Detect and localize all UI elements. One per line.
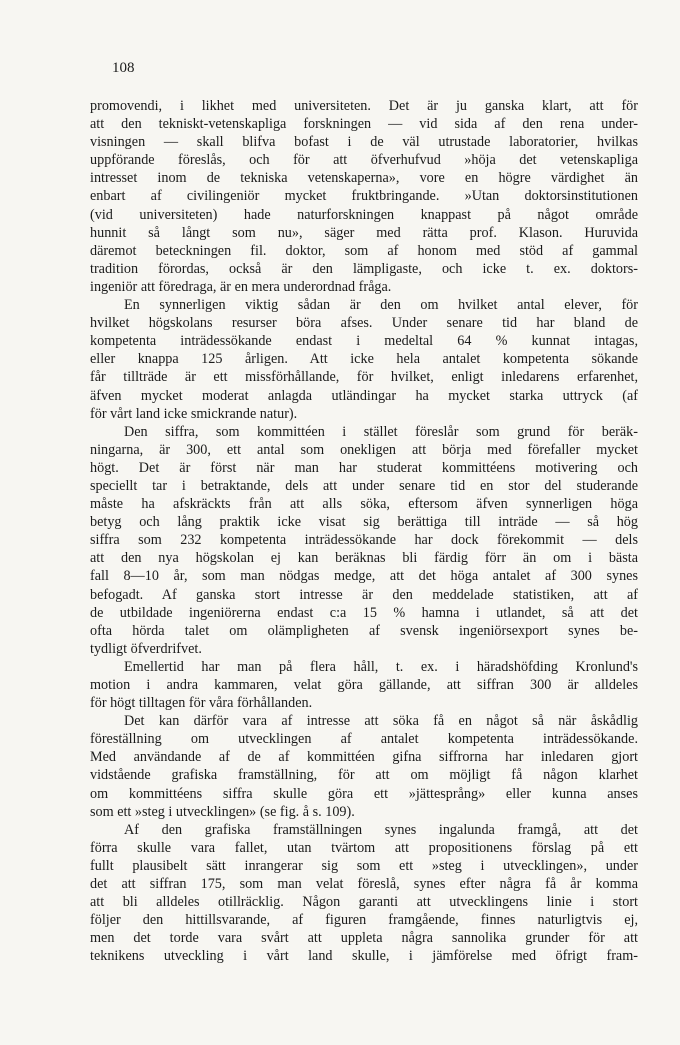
text-line: äfven mycket moderat anlagda utländingar ha mycket starka uttryck (af — [90, 387, 638, 404]
text-line: om kommittéens siffra skulle göra ett »jättesprång» eller kunna anses — [90, 785, 638, 802]
text-line: för vårt land icke smickrande natur). — [90, 405, 298, 422]
text-line: ingeniör att föredraga, är en mera underordnad fråga. — [90, 278, 392, 295]
text-line: de utbildade ingeniörerna endast c:a 15 % hamna i utlandet, så att det — [90, 604, 638, 621]
text-line: däremot beteckningen fil. doktor, som af honom med stöd af gammal — [90, 242, 638, 259]
text-line: betyg och lång praktik icke visat sig berättiga till inträde — så hög — [90, 514, 638, 531]
text-line: att bli alldeles otillräcklig. Någon garanti att utvecklingens linie i stort — [90, 894, 638, 911]
text-line: speciellt tar i betraktande, dels att under senare tid en stor del studerande — [90, 477, 638, 494]
text-line: högt. Det är först när man har studerat kommittéens motivering och — [90, 459, 638, 476]
text-line: ningarna, är 300, ett antal som onekligen att börja med förefaller mycket — [90, 441, 638, 458]
text-line: Emellertid har man på flera håll, t. ex. i häradshöfding Kronlund's — [124, 658, 638, 675]
text-line: föreställning om utvecklingen af antalet kompetenta inträdessökande. — [90, 731, 638, 748]
text-line: Det kan därför vara af intresse att söka få en något så när åskådlig — [124, 713, 638, 730]
text-line: för högt tilltagen för våra förhållanden. — [90, 695, 313, 712]
text-line: visningen — skall blifva bofast i de väl utrustade laboratorier, hvilkas — [90, 134, 638, 151]
body-text — [90, 97, 638, 966]
text-line: fall 8—10 år, som man nödgas medge, att det höga antalet af 300 synes — [90, 568, 638, 585]
text-line: uppförande föreslås, och för att öfverhufvud »höja det vetenskapliga — [90, 152, 638, 169]
text-line: teknikens utveckling i vårt land skulle, i jämförelse med öfrigt fram- — [90, 948, 638, 965]
page-number: 108 — [112, 60, 135, 76]
text-line: ofta hörda talet om olämpligheten af svensk ingeniörsexport synes be- — [90, 622, 638, 639]
text-line: Den siffra, som kommittéen i stället föreslår som grund för beräk- — [124, 423, 638, 440]
text-line: enbart af civilingeniör mycket fruktbringande. »Utan doktorsinstitutionen — [90, 188, 638, 205]
text-line: följer den hittillsvarande, af figuren framgående, finnes naturligtvis ej, — [90, 912, 638, 929]
text-line: tradition förordas, också är den lämpligaste, och icke t. ex. doktors- — [90, 260, 638, 277]
text-line: måste ha afskräckts från att alls söka, eftersom äfven synnerligen höga — [90, 496, 638, 513]
text-line: eller knappa 125 årligen. Att icke hela antalet kompetenta sökande — [90, 351, 638, 368]
text-line: som ett »steg i utvecklingen» (se fig. å s. 109). — [90, 803, 355, 820]
text-line: det att siffran 175, som man velat föreslå, synes efter några få år komma — [90, 876, 638, 893]
text-line: (vid universiteten) hade naturforskningen knappast på något område — [90, 206, 638, 223]
text-line: att den tekniskt-vetenskapliga forskningen — vid sida af den rena under- — [90, 116, 638, 133]
text-line: Med användande af de af kommittéen gifna siffrorna har inledaren gjort — [90, 749, 638, 766]
text-line: hvilket högskolans resurser böra afses. Under senare tid har bland de — [90, 315, 638, 332]
text-line: men det torde vara svårt att uppleta några sannolika grunder för att — [90, 930, 638, 947]
text-line: befogadt. Af ganska stort intresse är den meddelade statistiken, att af — [90, 586, 638, 603]
text-line: tydligt öfverdrifvet. — [90, 640, 202, 657]
text-line: motion i andra kammaren, velat göra gällande, att siffran 300 är alldeles — [90, 677, 638, 693]
text-line: intresset inom de tekniska vetenskaperna», vore en högre värdighet än — [90, 170, 638, 187]
text-line: fullt plausibelt sätt inrangerar sig som ett »steg i utvecklingen», under — [90, 857, 638, 874]
text-line: kompetenta inträdessökande endast i medeltal 64 % kunnat intagas, — [90, 333, 638, 350]
text-line: promovendi, i likhet med universiteten. Det är ju ganska klart, att för — [90, 98, 638, 114]
text-line: förra skulle vara fallet, utan tvärtom att propositionens förslag på ett — [90, 839, 638, 856]
text-line: Af den grafiska framställningen synes ingalunda framgå, att det — [124, 821, 638, 838]
text-line: hunnit så långt som nu», säger med rätta prof. Klason. Huruvida — [90, 224, 638, 241]
text-line: att den nya högskolan ej kan beräknas bli färdig förr än om i bästa — [90, 550, 638, 567]
text-line: En synnerligen viktig sådan är den om hvilket antal elever, för — [124, 297, 638, 314]
text-line: får tillträde är ett missförhållande, för hvilket, enligt inledarens erfarenhet, — [90, 369, 638, 386]
text-line: siffra som 232 kompetenta inträdessökande har dock förekommit — dels — [90, 532, 638, 549]
text-line: vidstående grafiska framställning, för att om möjligt få någon klarhet — [90, 767, 638, 784]
